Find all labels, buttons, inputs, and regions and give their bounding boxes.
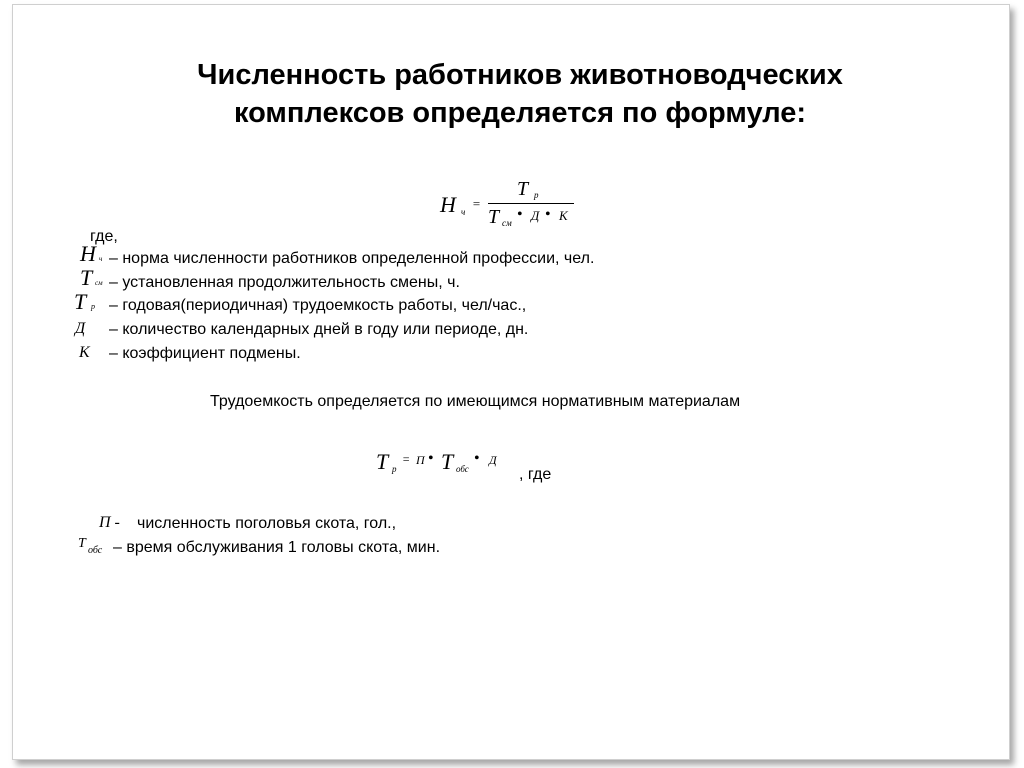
definition-symbol: Т [80,265,93,290]
title-line-2: комплексов определяется по формуле: [233,97,807,129]
formula2-dot-1: • [428,450,434,467]
definition-text: – установленная продолжительность смены, ч. [109,274,460,291]
formula1-equals: = [472,196,481,211]
formula1-den-t: Т [488,206,500,228]
formula1-numerator: Т [517,178,529,200]
definition-text: численность поголовья скота, гол., [137,515,397,532]
definition-text: – коэффициент подмены. [109,345,301,362]
formula2-t2-sub: обс [456,464,469,474]
formula1-lhs-sub: ч [461,207,466,217]
definition-symbol: Т [78,536,86,551]
definition-symbol: Н [80,241,96,266]
where-label: где, [90,228,118,245]
formula2-equals: = [402,452,411,466]
formula2-p: П [416,453,425,467]
definition-symbol: П - [99,514,120,531]
definition-symbol-sub: см [95,279,103,287]
definition-text: – время обслуживания 1 головы скота, мин. [113,539,441,556]
slide-title [40,56,1000,132]
formula1-den-d: Д [531,208,540,223]
formula1-dot-2: • [545,206,551,223]
definition-text: – годовая(периодичная) трудоемкость работы, чел/час., [109,297,527,314]
definition-symbol: Т [74,289,87,314]
formula2-suffix: , где [519,466,552,483]
definition-text: – норма численности работников определенной профессии, чел. [109,250,595,267]
formula1-dot-1: • [517,206,523,223]
formula1-fraction-line [488,203,574,204]
labor-intensity-note: Трудоемкость определяется по имеющимся нормативным материалам [210,393,741,410]
definition-symbol: Д [75,320,86,337]
definition-symbol-sub: р [91,302,95,311]
formula2-d: Д [489,453,497,467]
definition-symbol-sub: ч [99,255,103,263]
title-line-1: Численность работников животноводческих [197,59,843,91]
formula1-lhs: Н [440,192,456,217]
definition-text: – количество календарных дней в году или периоде, дн. [109,321,529,338]
formula2-dot-2: • [474,450,480,467]
formula1-numerator-sub: р [534,190,539,200]
formula1-den-t-sub: см [502,218,512,228]
formula1-den-k: К [559,208,568,223]
formula2-t2: Т [441,449,454,474]
definition-symbol-sub: обс [88,545,103,556]
formula2-t: Т [376,449,389,474]
definition-symbol: К [79,344,90,361]
formula2-t-sub: р [392,464,397,474]
